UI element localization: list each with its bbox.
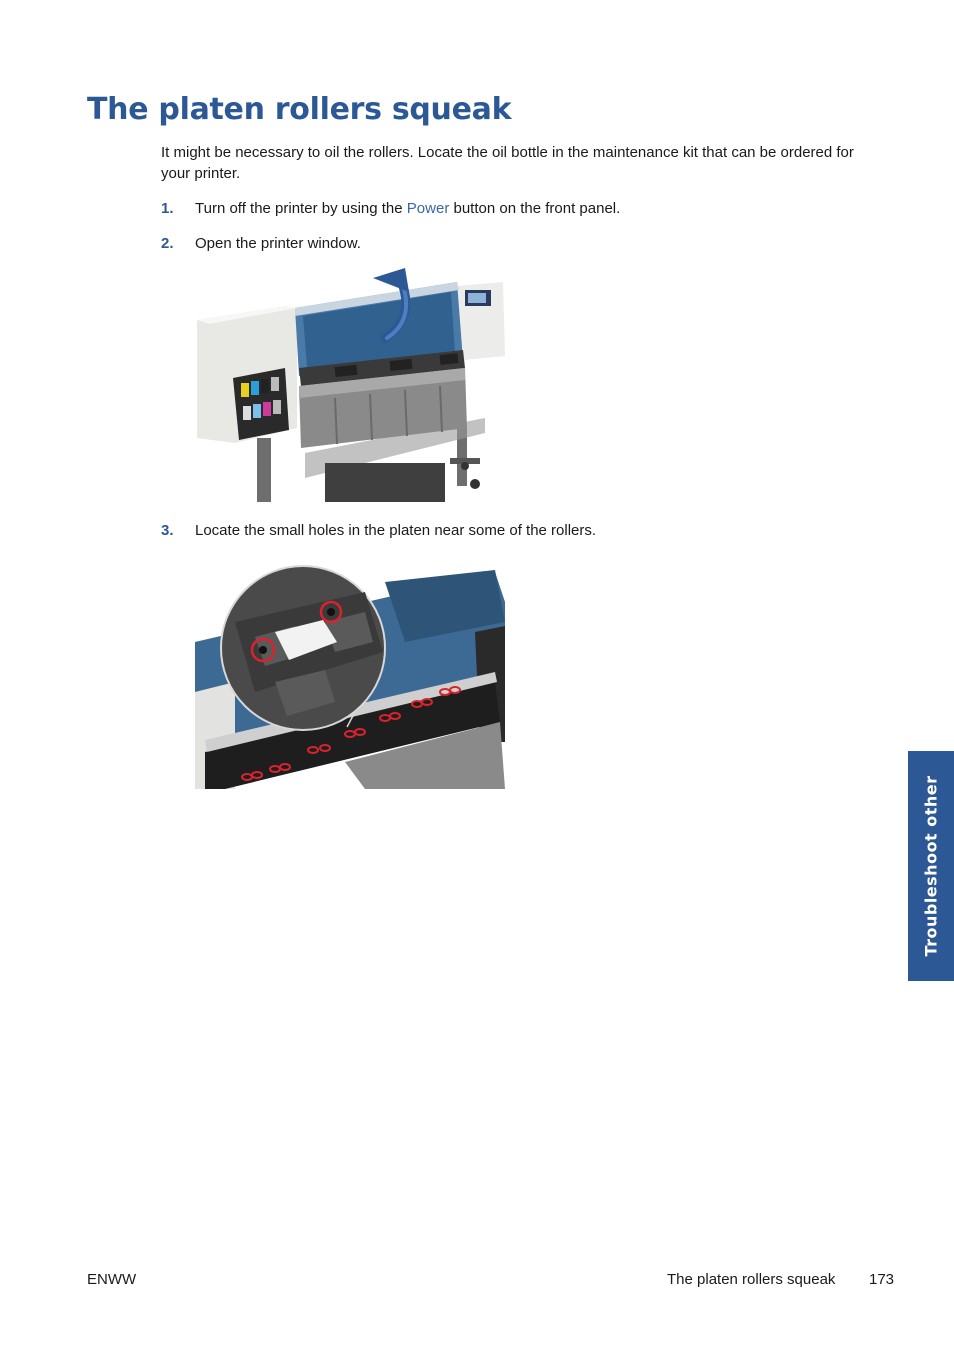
side-tab-label: Troubleshoot other: [921, 775, 941, 957]
step-number: 2.: [161, 235, 174, 252]
step-text: Open the printer window.: [195, 235, 361, 252]
step-number: 3.: [161, 522, 174, 539]
printer-window-illustration: [195, 268, 507, 502]
printer-illustration-svg: [195, 268, 507, 502]
chapter-side-tab[interactable]: [908, 751, 954, 981]
footer-section-title: The platen rollers squeak: [667, 1271, 836, 1288]
intro-paragraph: It might be necessary to oil the rollers. Locate the oil bottle in the maintenance kit that can be ordered for your printer.: [161, 144, 854, 182]
step-text: Turn off the printer by using the: [195, 200, 407, 217]
power-link[interactable]: Power: [406, 200, 450, 217]
page-number: 173: [869, 1271, 895, 1288]
step-3: [161, 520, 596, 541]
step-text: button on the front panel.: [449, 200, 621, 217]
step-2: [161, 233, 361, 254]
page-title: The platen rollers squeak: [87, 92, 512, 127]
step-1: [161, 198, 620, 219]
step-text: Locate the small holes in the platen near some of the rollers.: [195, 522, 597, 539]
platen-holes-illustration: [195, 562, 505, 789]
platen-illustration-svg: [195, 562, 505, 789]
footer-left-text: ENWW: [87, 1271, 137, 1288]
step-number: 1.: [161, 200, 174, 217]
